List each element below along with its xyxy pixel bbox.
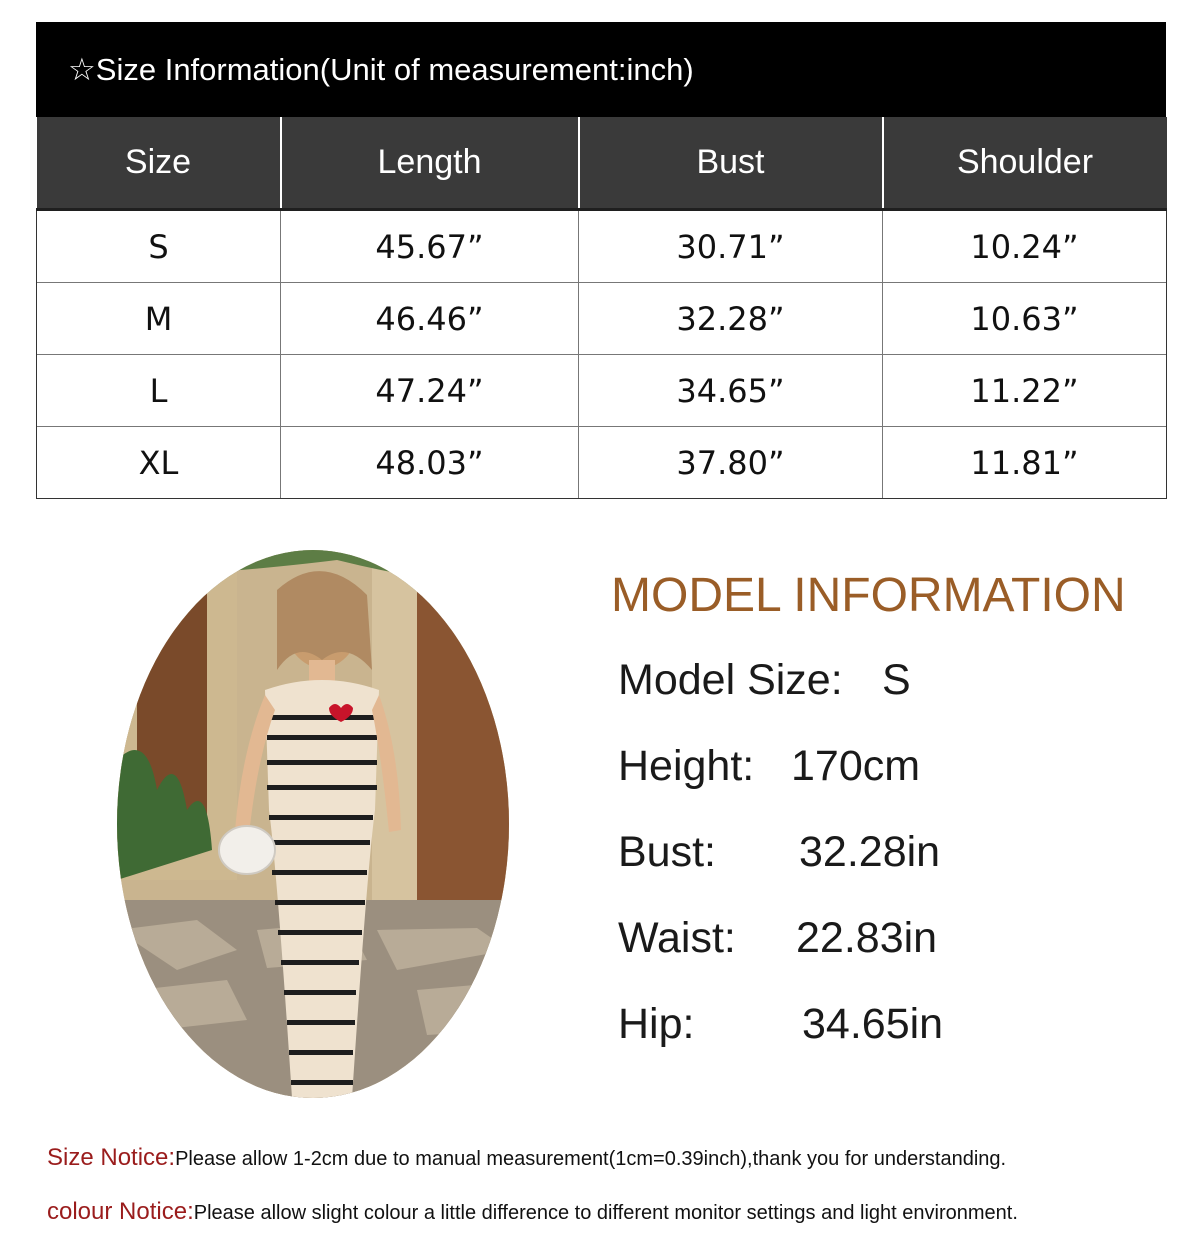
column-header-bust: Bust	[579, 117, 883, 210]
cell-size: XL	[37, 427, 281, 499]
model-photo-illustration	[117, 550, 509, 1098]
model-hip-label: Hip:	[618, 1000, 695, 1048]
model-height-label: Height:	[618, 742, 755, 790]
table-header-row	[37, 117, 1167, 210]
model-size-label: Model Size:	[618, 656, 843, 704]
model-waist-label: Waist:	[618, 914, 736, 962]
column-header-length: Length	[281, 117, 579, 210]
cell-length: 45.67”	[281, 210, 579, 283]
model-height-value: 170cm	[791, 742, 921, 790]
table-row	[37, 355, 1167, 427]
cell-shoulder: 10.24”	[883, 210, 1167, 283]
size-notice-label: Size Notice:	[47, 1144, 176, 1171]
model-hip-value: 34.65in	[802, 1000, 944, 1048]
size-info-title: ☆Size Information(Unit of measurement:inch)	[36, 22, 1166, 117]
cell-bust: 32.28”	[579, 283, 883, 355]
model-info-heading: MODEL INFORMATION	[611, 569, 1126, 622]
model-bust-label: Bust:	[618, 828, 716, 876]
cell-shoulder: 11.81”	[883, 427, 1167, 499]
model-bust-value: 32.28in	[799, 828, 941, 876]
model-size-value: S	[882, 656, 911, 704]
cell-length: 46.46”	[281, 283, 579, 355]
model-waist-value: 22.83in	[796, 914, 938, 962]
colour-notice	[47, 1198, 1018, 1226]
column-header-shoulder: Shoulder	[883, 117, 1167, 210]
table-row	[37, 283, 1167, 355]
cell-bust: 37.80”	[579, 427, 883, 499]
model-photo	[117, 550, 509, 1098]
cell-length: 48.03”	[281, 427, 579, 499]
colour-notice-label: colour Notice:	[47, 1198, 194, 1225]
colour-notice-text: Please allow slight colour a little difference to different monitor settings and light environment.	[193, 1202, 1018, 1224]
handbag	[219, 826, 275, 874]
size-table	[36, 117, 1167, 499]
cell-length: 47.24”	[281, 355, 579, 427]
cell-size: M	[37, 283, 281, 355]
table-row	[37, 427, 1167, 499]
column-header-size: Size	[37, 117, 281, 210]
size-notice-text: Please allow 1-2cm due to manual measurement(1cm=0.39inch),thank you for understanding.	[175, 1148, 1007, 1170]
cell-size: L	[37, 355, 281, 427]
table-row	[37, 210, 1167, 283]
cell-shoulder: 10.63”	[883, 283, 1167, 355]
cell-bust: 34.65”	[579, 355, 883, 427]
cell-size: S	[37, 210, 281, 283]
size-notice	[47, 1144, 1006, 1172]
cell-bust: 30.71”	[579, 210, 883, 283]
cell-shoulder: 11.22”	[883, 355, 1167, 427]
